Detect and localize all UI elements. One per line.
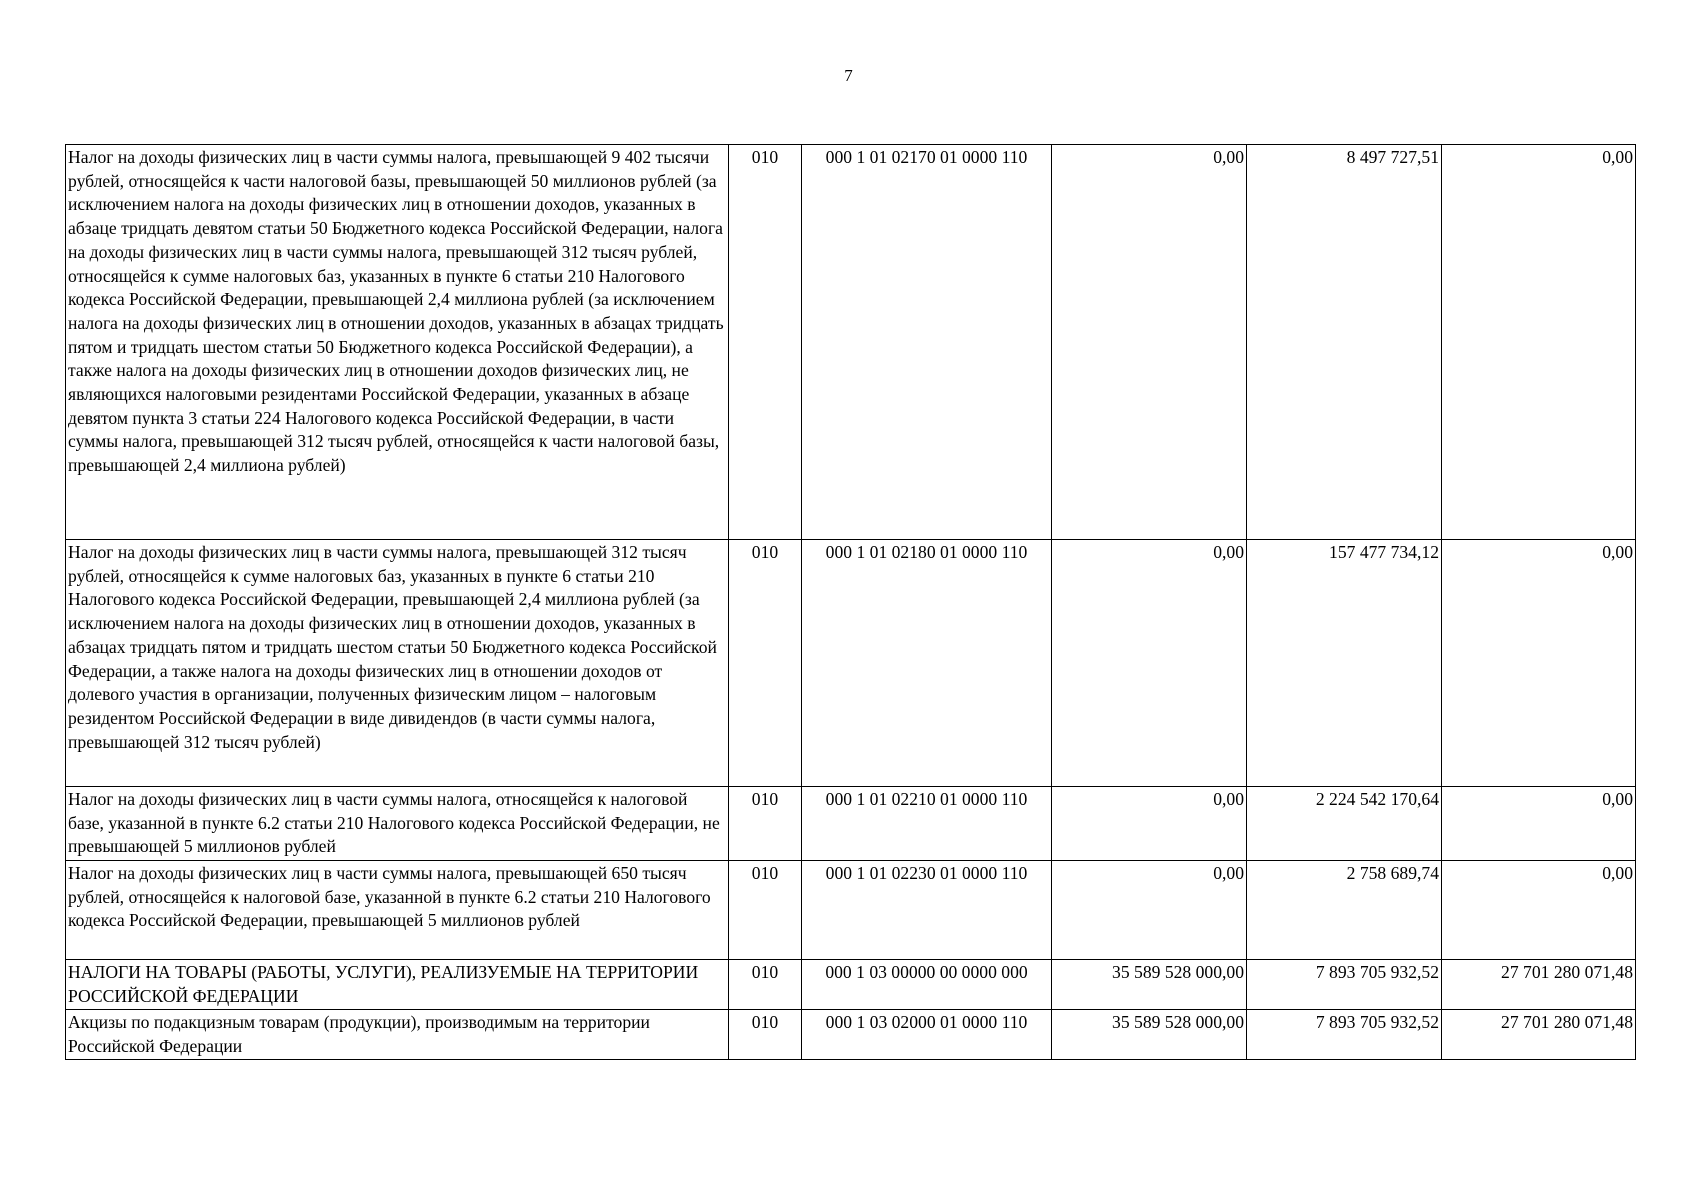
page-number: 7 [844,66,853,85]
income-name-cell: Налог на доходы физических лиц в части суммы налога, относящейся к налоговой базе, указанной в пункте 6.2 статьи 210 Налогового кодекса Российской Федерации, не превышающей 5 миллионов рублей [66,787,729,861]
line-code-cell: 010 [729,960,802,1010]
executed-amount-cell: 157 477 734,12 [1247,540,1442,787]
table-row [66,145,1636,540]
income-report-table [65,144,1636,1060]
executed-amount-cell: 7 893 705 932,52 [1247,1010,1442,1060]
unexecuted-amount-cell: 0,00 [1442,787,1636,861]
table-row [66,540,1636,787]
approved-amount-cell: 0,00 [1052,540,1247,787]
income-name-cell: Налог на доходы физических лиц в части суммы налога, превышающей 650 тысяч рублей, относящейся к налоговой базе, указанной в пункте 6.2 статьи 210 Налогового кодекса Российской Федерации, превышающей 5 миллионов рублей [66,861,729,960]
approved-amount-cell: 0,00 [1052,787,1247,861]
line-code-cell: 010 [729,1010,802,1060]
unexecuted-amount-cell: 0,00 [1442,861,1636,960]
income-code-cell: 000 1 01 02210 01 0000 110 [802,787,1052,861]
unexecuted-amount-cell: 0,00 [1442,145,1636,540]
approved-amount-cell: 35 589 528 000,00 [1052,960,1247,1010]
income-name-cell: Акцизы по подакцизным товарам (продукции), производимым на территории Российской Федерации [66,1010,729,1060]
line-code-cell: 010 [729,787,802,861]
table-row [66,960,1636,1010]
income-name-cell: НАЛОГИ НА ТОВАРЫ (РАБОТЫ, УСЛУГИ), РЕАЛИЗУЕМЫЕ НА ТЕРРИТОРИИ РОССИЙСКОЙ ФЕДЕРАЦИИ [66,960,729,1010]
income-code-cell: 000 1 01 02230 01 0000 110 [802,861,1052,960]
line-code-cell: 010 [729,145,802,540]
income-code-cell: 000 1 03 02000 01 0000 110 [802,1010,1052,1060]
executed-amount-cell: 7 893 705 932,52 [1247,960,1442,1010]
income-code-cell: 000 1 01 02180 01 0000 110 [802,540,1052,787]
line-code-cell: 010 [729,861,802,960]
executed-amount-cell: 2 758 689,74 [1247,861,1442,960]
approved-amount-cell: 0,00 [1052,145,1247,540]
table-row [66,861,1636,960]
unexecuted-amount-cell: 27 701 280 071,48 [1442,960,1636,1010]
line-code-cell: 010 [729,540,802,787]
table-row [66,787,1636,861]
approved-amount-cell: 35 589 528 000,00 [1052,1010,1247,1060]
income-name-cell: Налог на доходы физических лиц в части суммы налога, превышающей 9 402 тысячи рублей, относящейся к части налоговой базы, превышающей 50 миллионов рублей (за исключением налога на доходы физических лиц в отношении доходов, указанных в абзаце тридцать девятом статьи 50 Бюджетного кодекса Российской Федерации, налога на доходы физических лиц в части суммы налога, превышающей 312 тысяч рублей, относящейся к сумме налоговых баз, указанных в пункте 6 статьи 210 Налогового кодекса Российской Федерации, превышающей 2,4 миллиона рублей (за исключением налога на доходы физических лиц в отношении доходов, указанных в абзацах тридцать пятом и тридцать шестом статьи 50 Бюджетного кодекса Российской Федерации), а также налога на доходы физических лиц в отношении доходов физических лиц, не являющихся налоговыми резидентами Российской Федерации, указанных в абзаце девятом пункта 3 статьи 224 Налогового кодекса Российской Федерации, в части суммы налога, превышающей 312 тысяч рублей, относящейся к части налоговой базы, превышающей 2,4 миллиона рублей) [66,145,729,540]
unexecuted-amount-cell: 27 701 280 071,48 [1442,1010,1636,1060]
income-code-cell: 000 1 03 00000 00 0000 000 [802,960,1052,1010]
executed-amount-cell: 2 224 542 170,64 [1247,787,1442,861]
income-code-cell: 000 1 01 02170 01 0000 110 [802,145,1052,540]
table-row [66,1010,1636,1060]
income-name-cell: Налог на доходы физических лиц в части суммы налога, превышающей 312 тысяч рублей, относящейся к сумме налоговых баз, указанных в пункте 6 статьи 210 Налогового кодекса Российской Федерации, превышающей 2,4 миллиона рублей (за исключением налога на доходы физических лиц в отношении доходов, указанных в абзацах тридцать пятом и тридцать шестом статьи 50 Бюджетного кодекса Российской Федерации, а также налога на доходы физических лиц в отношении доходов от долевого участия в организации, полученных физическим лицом – налоговым резидентом Российской Федерации в виде дивидендов (в части суммы налога, превышающей 312 тысяч рублей) [66,540,729,787]
approved-amount-cell: 0,00 [1052,861,1247,960]
executed-amount-cell: 8 497 727,51 [1247,145,1442,540]
unexecuted-amount-cell: 0,00 [1442,540,1636,787]
